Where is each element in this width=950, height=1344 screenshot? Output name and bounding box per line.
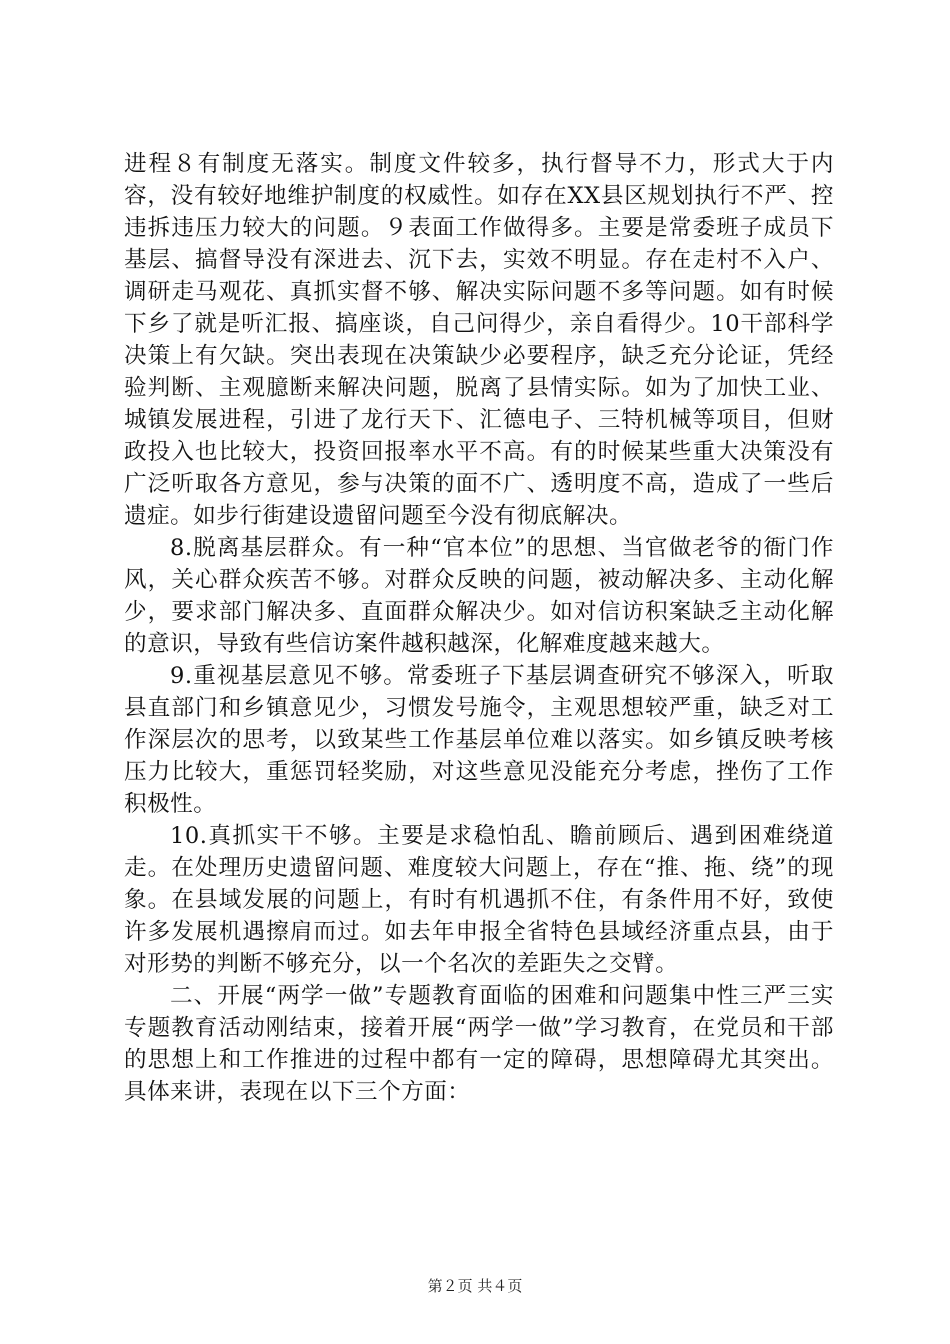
- paragraph-item-9: 9.重视基层意见不够。常委班子下基层调查研究不够深入，听取县直部门和乡镇意见少，习惯发号施令，主观思想较严重，缺乏对工作深层次的思考，以致某些工作基层单位难以落实。如乡镇反映考核压力比较大，重惩罚轻奖励，对这些意见没能充分考虑，挫伤了工作积极性。: [124, 663, 834, 817]
- paragraph-continuation: 进程８有制度无落实。制度文件较多，执行督导不力，形式大于内容，没有较好地维护制度的权威性。如存在XX县区规划执行不严、控违拆违压力较大的问题。９表面工作做得多。主要是常委班子成员下基层、搞督导没有深进去、沉下去，实效不明显。存在走村不入户、调研走马观花、真抓实督不够、解决实际问题不多等问题。如有时候下乡了就是听汇报、搞座谈，自己问得少，亲自看得少。10干部科学决策上有欠缺。突出表现在决策缺少必要程序，缺乏充分论证，凭经验判断、主观臆断来解决问题，脱离了县情实际。如为了加快工业、城镇发展进程，引进了龙行天下、汇德电子、三特机械等项目，但财政投入也比较大，投资回报率水平不高。有的时候某些重大决策没有广泛听取各方意见，参与决策的面不广、透明度不高，造成了一些后遗症。如步行街建设遗留问题至今没有彻底解决。: [124, 151, 834, 529]
- paragraph-item-8: 8.脱离基层群众。有一种“官本位”的思想、当官做老爷的衙门作风，关心群众疾苦不够。对群众反映的问题，被动解决多、主动化解少，要求部门解决多、直面群众解决少。如对信访积案缺乏主动化解的意识，导致有些信访案件越积越深，化解难度越来越大。: [124, 535, 834, 657]
- paragraph-section-2: 二、开展“两学一做”专题教育面临的困难和问题集中性三严三实专题教育活动刚结束，接着开展“两学一做”学习教育，在党员和干部的思想上和工作推进的过程中都有一定的障碍，思想障碍尤其突出。具体来讲，表现在以下三个方面：: [124, 983, 834, 1105]
- document-body: [124, 148, 834, 1108]
- paragraph-item-10: 10.真抓实干不够。主要是求稳怕乱、瞻前顾后、遇到困难绕道走。在处理历史遗留问题、难度较大问题上，存在“推、拖、绕”的现象。在县域发展的问题上，有时有机遇抓不住，有条件用不好，致使许多发展机遇擦肩而过。如去年申报全省特色县域经济重点县，由于对形势的判断不够充分，以一个名次的差距失之交臂。: [124, 823, 834, 977]
- page-number-footer: 第２页 共４页: [427, 1277, 523, 1295]
